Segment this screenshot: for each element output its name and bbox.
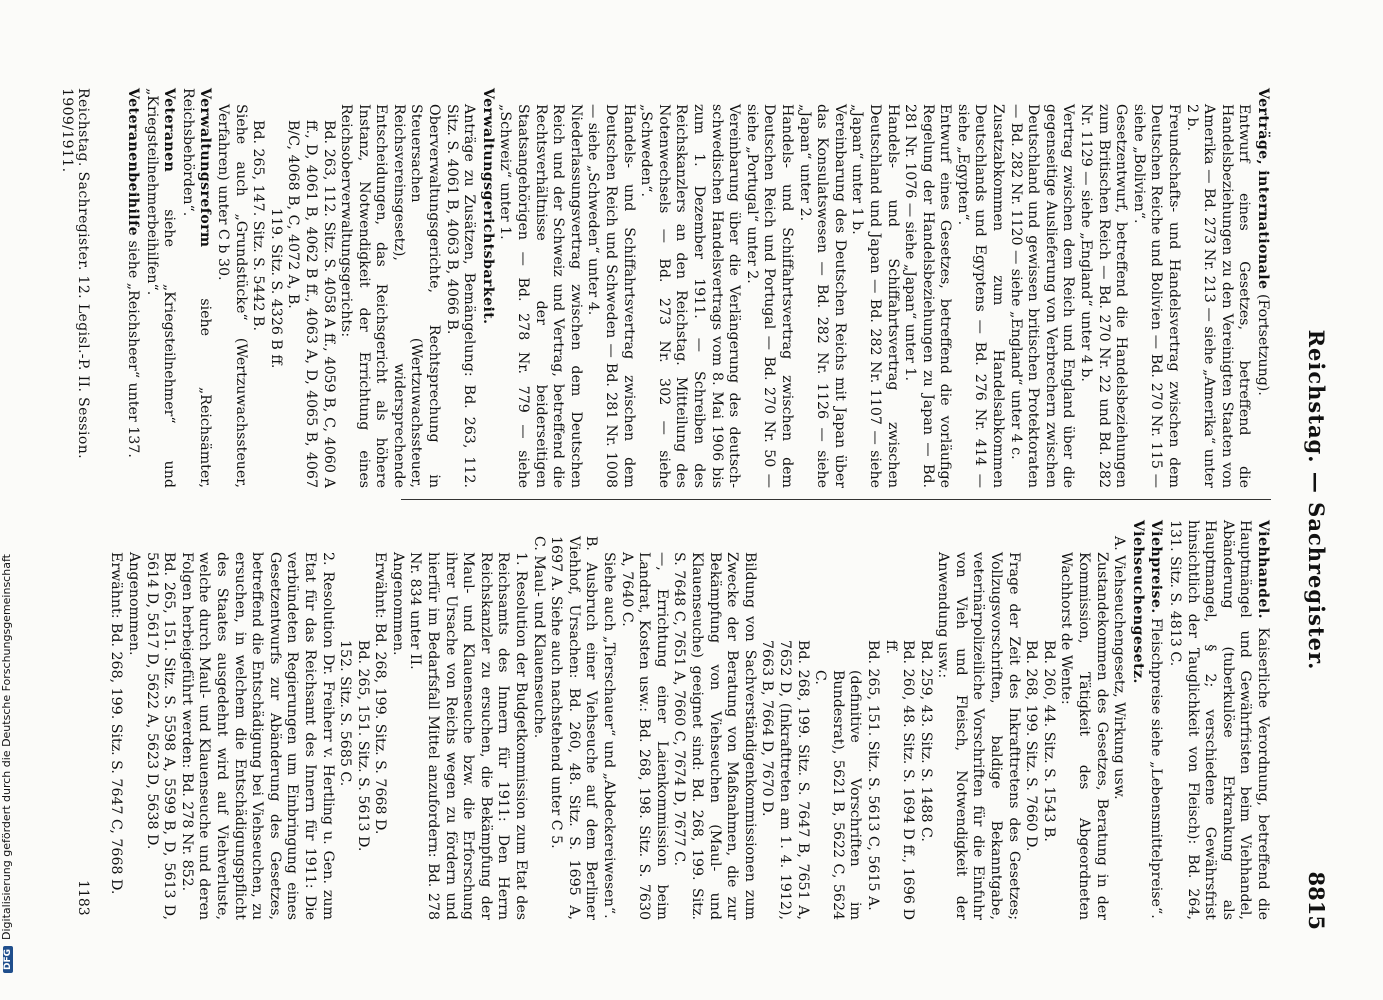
status-note: Angenommen.: [126, 552, 142, 656]
right-column: [107, 520, 1271, 920]
page-number: 8815: [1304, 871, 1329, 930]
section-heading: C. Maul- und Klauenseuche.: [530, 536, 547, 739]
subentry: Handels- und Schiffahrtsvertrag zwischen Deutschland und Japan — Bd. 282 Nr. 1107 — siehe „Japan“ unter 1 b.: [849, 104, 901, 488]
dfg-credit-text: Digitalisierung gefördert durch die Deutsche Forschungsgemeinschaft: [0, 554, 13, 940]
keyword: Viehhandel.: [1255, 520, 1271, 619]
entry-viehhandel: [1165, 520, 1271, 920]
citation: Bd. 268, 199. Sitz. S. 7647 B, 7651 A, 7652 D, (Inkrafttreten am 1. 4. 1912), 7663 B, 7664 D, 7670 D.: [759, 640, 811, 920]
citation: Bd. 265, 147. Sitz. S. 5442 B.: [250, 120, 267, 331]
subentry: Siehe auch „Tierschauer“ und „Abdeckereiwesen“.: [601, 552, 618, 919]
dfg-logo: DFG: [3, 946, 13, 973]
subentry: Anträge zu Zusätzen, Bemängelung: Bd. 263, 112. Sitz. S. 4061 B, 4063 B, 4066 B.: [443, 104, 478, 488]
subentry: Vereinbarung des Deutschen Reichs mit Japan über das Konsulatswesen — Bd. 282 Nr. 1126 — siehe „Japan“ unter 2.: [796, 104, 848, 488]
subentry: Frage der Zeit des Inkrafttretens des Gesetzes; Vollzugsvorschriften, baldige Bekanntgabe, veterinärpolizeiliche Vorschriften für die Einfuhr von Vieh und Fleisch, Notwendigkeit der Anwendung usw.:: [935, 552, 1022, 920]
citation: Bd. 268, 199. Sitz. S. 7660 D.: [1023, 640, 1040, 852]
subentry: Freundschafts- und Handelsvertrag zwischen dem Deutschen Reiche und Bolivien — Bd. 270 Nr. 115 — siehe „Bolivien“.: [1130, 104, 1183, 488]
keyword: Viehseuchengesetz.: [1129, 520, 1146, 684]
citation: 119. Sitz. S. 4326 B ff.: [267, 208, 284, 369]
entry-text: siehe „Kriegsteilnehmer“ und „Kriegsteilnehmerbeihilfen“.: [143, 88, 178, 488]
citation: Bd. 265, 151. Sitz. S. 5613 C, 5615 A.: [864, 640, 881, 911]
keyword: Verträge, internationale: [1255, 88, 1271, 290]
citation: Bd. 265, 151. Sitz. S. 5613 D.: [354, 640, 371, 852]
entry-veteranenbeihilfe: [123, 88, 141, 488]
entry-text: Kaiserliche Verordnung, betreffend die Hauptmängel und Gewährfristen beim Viehhandel, Abänderung (tuberkulöse Erkrankung als Hauptmangel, § 2; verschiedene Gewährsfrist hinsichtlich der Tauglichkeit von Fleisch): Bd. 264, 131. Sitz. S. 4813 C.: [1167, 520, 1271, 920]
subentry: Zustandekommen des Gesetzes, Beratung in der Kommission, Tätigkeit des Abgeordneten Wachhorst de Wente:: [1058, 552, 1110, 920]
entry-verwaltungsreform: [178, 88, 213, 488]
left-column: [122, 88, 1271, 488]
subentry: Entwurf eines Gesetzes, betreffend die Handelsbeziehungen zu den Vereinigten Staaten von Amerika — Bd. 273 Nr. 213 — siehe „Amerika“ unter 2 b.: [1183, 104, 1253, 488]
page-header: [1289, 70, 1329, 930]
section-heading: B. Ausbruch einer Viehseuche auf dem Berliner Viehhof, Ursachen: Bd. 260, 48. Sitz. S. 1695 A, 1697 A. Siehe auch nachstehend unter C 5.: [548, 536, 600, 920]
subentry: Entwurf eines Gesetzes, betreffend die vorläufige Regelung der Handelsbeziehungen zu Japan — Bd. 281 Nr. 1076 — siehe „Japan“ unter 1.: [902, 104, 954, 488]
subentry: Handels- und Schiffahrtsvertrag zwischen dem Deutschen Reich und Schweden — Bd. 281 Nr. 1008 — siehe „Schweden“ unter 4.: [585, 104, 637, 488]
keyword: Viehpreise.: [1148, 520, 1165, 614]
citation: (definitive Vorschriften im Bundesrat), 5621 B, 5622 C, 5624 C.: [812, 670, 864, 920]
entry-veteranen: [142, 88, 177, 488]
keyword: Veteranenbeihilfe: [125, 88, 141, 236]
section-heading: A. Viehseuchengesetz, Wirkung usw.: [1111, 536, 1128, 800]
citation: Bd. 260, 48. Sitz. S. 1694 D ff., 1696 D ff.: [882, 640, 917, 920]
citation: Bd. 260, 44. Sitz. S. 1543 B.: [1040, 640, 1057, 842]
entry-text: siehe „Reichsheer“ unter 137.: [125, 240, 141, 458]
citation: Bd. 259, 43. Sitz. S. 1488 C.: [917, 640, 934, 842]
column-divider: [401, 499, 1271, 500]
subentry: Oberverwaltungsgerichte, Rechtsprechung in Steuersachen (Wertzuwachssteuer, Reichsvereinsgesetz), widersprechende Entscheidungen, das Reichsgericht als höhere Instanz, Notwendigkeit der Errichtung eines Reichsoberverwaltungsgerichts:: [338, 104, 443, 488]
subentry: —, Errichtung einer Laienkommission beim Landrat, Kosten usw.: Bd. 268, 198. Sitz. S. 7630 A, 7640 C.: [618, 552, 670, 920]
header-title: Reichstag. — Sachregister.: [1304, 329, 1329, 671]
subentry: Vertrag zwischen dem Reich und England über die gegenseitige Auslieferung von Verbrechern zwischen Deutschland und gewissen britischen Protektoraten — Bd. 282 Nr. 1120 — siehe „England“ unter 4 c.: [1007, 104, 1077, 488]
subentry: Zusatzabkommen zum Handelsabkommen Deutschlands und Egyptens — Bd. 276 Nr. 414 — siehe „Egypten“.: [954, 104, 1007, 488]
entry-verwaltungsgerichtsbarkeit: [478, 88, 496, 488]
entry-viehpreise: [1147, 520, 1165, 920]
keyword: Verwaltungsgerichtsbarkeit.: [479, 88, 496, 325]
entry-viehseuchengesetz: [1128, 520, 1146, 920]
subentry: Niederlassungsvertrag zwischen dem Deutschen Reich und der Schweiz und Vertrag, betreffend die Rechtsverhältnisse der beiderseitigen Staatsangehörigen — Bd. 278 Nr. 779 — siehe „Schweiz“ unter 1.: [497, 104, 584, 488]
subentry: 2. Resolution Dr. Freiherr v. Hertling u. Gen. zum Etat für das Reichsamt des Innern für 1911: Die verbündeten Regierungen um Einbringung eines Gesetzentwurfs zur Abänderung des Gesetzes, betreffend die Entschädigung bei Viehseuchen, zu ersuchen, in welchem die Entschädigungspflicht des Staates ausgedehnt wird auf Viehverluste, welche durch Maul- und Klauenseuche und deren Folgen herbeigeführt werden: Bd. 278 Nr. 852.: [178, 552, 336, 920]
subentry: Handels- und Schiffahrtsvertrag zwischen dem Deutschen Reich und Portugal — Bd. 270 Nr. 50 — siehe „Portugal“ unter 2.: [743, 104, 795, 488]
footer-signature: Reichstag. Sachregister. 12. Legisl.-P. II. Session. 1909/1911.: [59, 88, 91, 459]
subentry: Vereinbarung über die Verlängerung des deutsch-schwedischen Handelsvertrags vom 8. Mai 1906 bis zum 1. Dezember 1911. — Schreiben des Reichskanzlers an den Reichstag. Mitteilung des Notenwechsels — Bd. 273 Nr. 302 — siehe „Schweden“.: [638, 104, 743, 488]
keyword: Verwaltungsreform: [197, 88, 214, 248]
footer-number: 1183: [75, 880, 91, 916]
status-note: Angenommen.: [389, 552, 406, 656]
entry-note: (Fortsetzung).: [1255, 293, 1271, 396]
keyword: Veteranen: [161, 88, 178, 173]
entry-text: siehe „Reichsämter, Reichsbehörden“.: [179, 88, 214, 488]
subentry: Gesetzentwurf, betreffend die Handelsbeziehungen zum Britischen Reich — Bd. 270 Nr. 22 und Bd. 282 Nr. 1129 — siehe „England“ unter 4 b.: [1078, 104, 1130, 488]
subentry: Bildung von Sachverständigenkommissionen zum Zwecke der Beratung von Maßnahmen, die zur Bekämpfung von Viehseuchen (Maul- und Klauenseuche) geeignet sind: Bd. 268, 199. Sitz. S. 7648 C, 7651 A, 7660 C, 7674 D, 7677 C.: [671, 552, 758, 920]
entry-vertraege: [1253, 88, 1271, 488]
citation: Erwähnt: Bd. 268, 199. Sitz. S. 7668 D.: [372, 552, 389, 835]
citation: Erwähnt: Bd. 268, 199. Sitz. S. 7647 C, 7668 D.: [108, 552, 125, 895]
citation: Bd. 265, 151. Sitz. S. 5598 A, 5599 B, D, 5613 D, 5614 D, 5617 D, 5622 A, 5623 D, 5638 D.: [143, 552, 178, 920]
citation: 152. Sitz. S. 5685 C.: [337, 640, 354, 787]
entry-text: Fleischpreise siehe „Lebensmittelpreise“.: [1148, 618, 1165, 919]
subentry: Siehe auch „Grundstücke“ (Wertzuwachssteuer, Verfahren) unter C b 30.: [214, 104, 249, 488]
subentry: 1. Resolution der Budgetkommission zum Etat des Reichsamts des Innern für 1911: Den Herrn Reichskanzler zu ersuchen, die Bekämpfung der Maul- und Klauenseuche bzw. die Erforschung ihrer Ursache von Reichs wegen zu fördern und hierfür im Bedarfsfall Mittel anzufordern: Bd. 278 Nr. 834 unter II.: [407, 552, 530, 920]
citation: Bd. 263, 112. Sitz. S. 4058 A ff., 4059 B, C, 4060 A ff., D, 4061 B, 4062 B ff., 4063 A, D, 4065 B, 4067 B/C, 4068 B, C, 4072 A, B.: [285, 120, 337, 488]
